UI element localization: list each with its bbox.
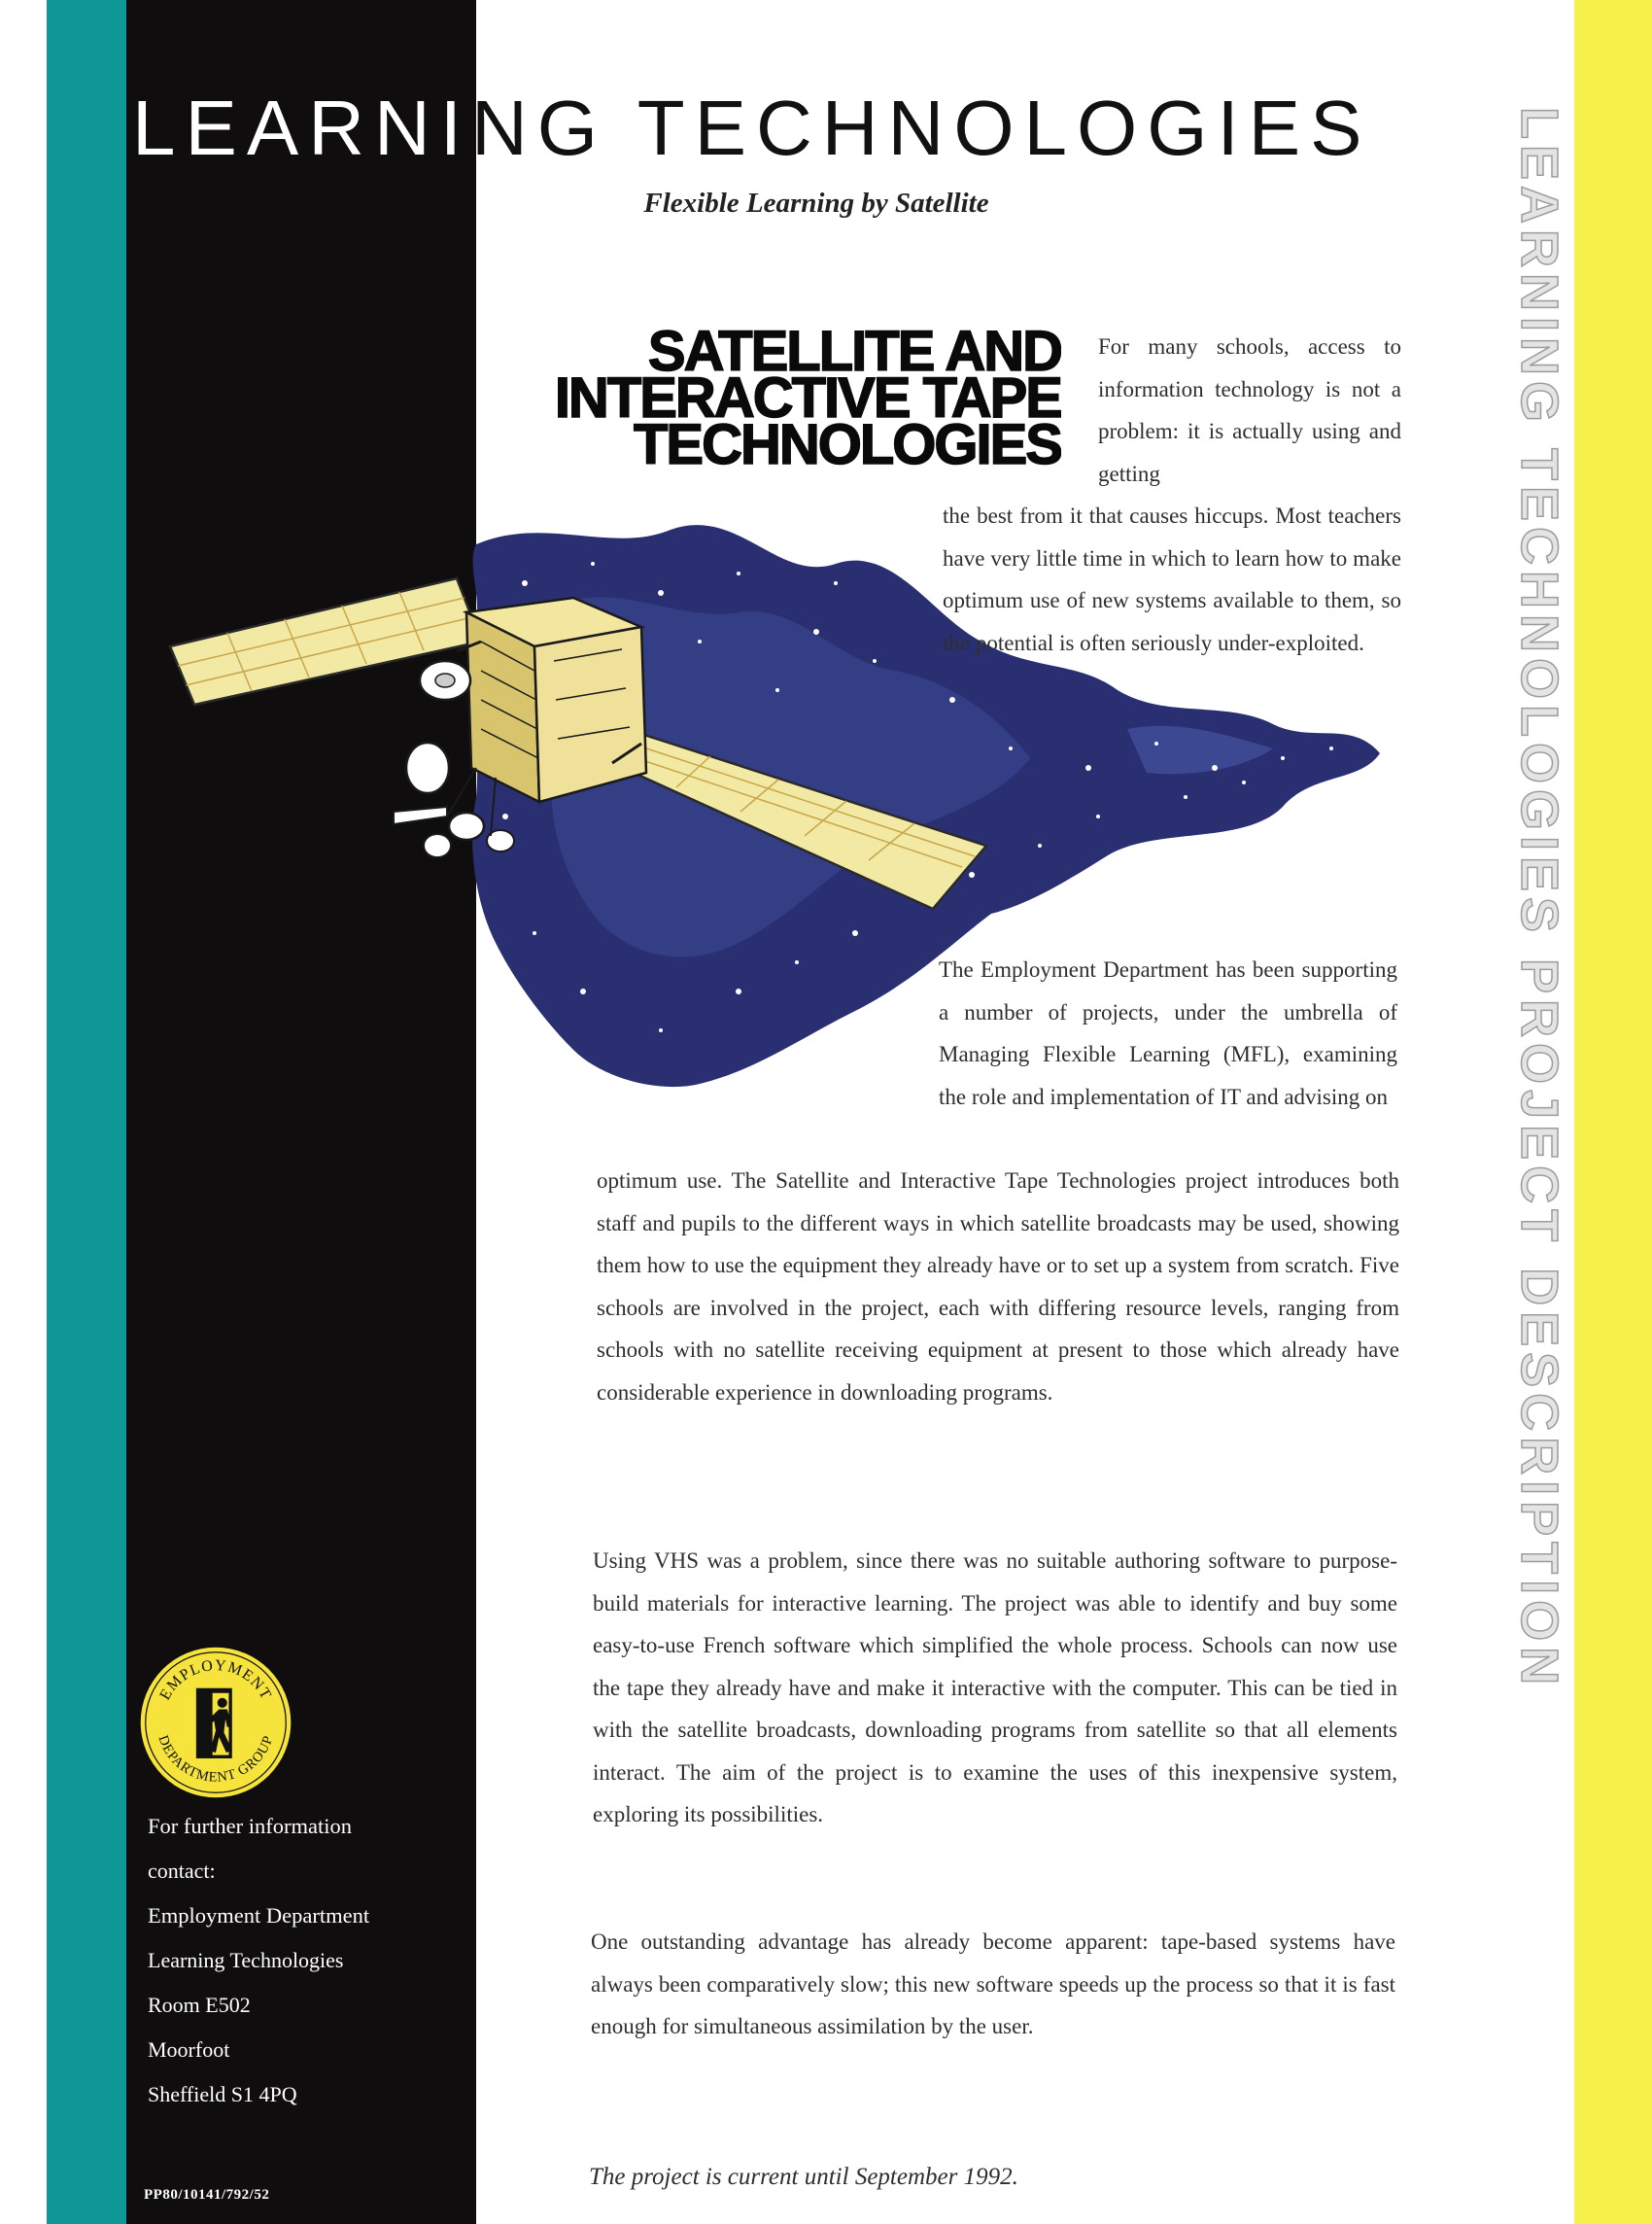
headline-line-1: SATELLITE AND: [647, 320, 1061, 383]
yellow-band: [1574, 0, 1652, 2224]
headline: [282, 320, 1061, 476]
contact-unit: Learning Technologies: [148, 1948, 344, 1972]
walking-figure-doorway-icon: [196, 1688, 232, 1758]
headline-line-3: TECHNOLOGIES: [633, 413, 1061, 476]
headline-line-2: INTERACTIVE TAPE: [554, 366, 1061, 430]
project-end-note: The project is current until September 1992.: [589, 2164, 1018, 2190]
reference-code: PP80/10141/792/52: [144, 2187, 270, 2203]
contact-block: [148, 1804, 468, 2117]
contact-city-postcode: Sheffield S1 4PQ: [148, 2082, 297, 2106]
logo-top-text: EMPLOYMENT: [156, 1656, 275, 1703]
contact-label: contact:: [148, 1859, 216, 1883]
intro-paragraph-part-2: the best from it that causes hiccups. Most teachers have very little time in which to learn how to make optimum use of new systems available to them, so the potential is often seriously under-exploited.: [943, 504, 1401, 655]
side-banner-text: LEARNING TECHNOLOGIES PROJECT DESCRIPTION: [1510, 107, 1568, 1691]
contact-building: Moorfoot: [148, 2037, 230, 2062]
contact-intro-line: For further information: [148, 1814, 352, 1838]
teal-band: [47, 0, 126, 2224]
page-title: LEARNING TECHNOLOGIES: [132, 85, 1372, 171]
mfl-paragraph-part-2: optimum use. The Satellite and Interactive Tape Technologies project introduces both staff and pupils to the different ways in which satellite broadcasts may be used, showing them how to use the equipment they already have or to set up a system from scratch. Five schools are involved in the project, each with differing resource levels, ranging from schools with no satellite receiving equipment at present to those which already have considerable experience in downloading programs.: [597, 1168, 1399, 1405]
vhs-paragraph: Using VHS was a problem, since there was no suitable authoring software to purpose-build materials for interactive learning. The project was able to identify and buy some easy-to-use French software which simplified the whole process. Schools can now use the tape they already have and make it interactive with the computer. This can be tied in with the satellite broadcasts, downloading programs from satellite so that all elements interact. The aim of the project is to examine the uses of this inexpensive system, exploring its possibilities.: [593, 1548, 1397, 1826]
mfl-paragraph-part-1: The Employment Department has been supporting a number of projects, under the umbrella of Managing Flexible Learning (MFL), examining the role and implementation of IT and advising on: [939, 957, 1397, 1109]
contact-room: Room E502: [148, 1993, 251, 2017]
employment-department-group-logo: [134, 1641, 297, 1804]
page-subtitle: Flexible Learning by Satellite: [643, 188, 989, 219]
intro-paragraph-part-1: For many schools, access to information technology is not a problem: it is actually using and getting: [1098, 334, 1401, 486]
contact-organisation: Employment Department: [148, 1903, 370, 1928]
logo-bottom-text: DEPARTMENT GROUP: [155, 1733, 277, 1786]
advantage-paragraph: One outstanding advantage has already become apparent: tape-based systems have always been comparatively slow; this new software speeds up the process so that it is fast enough for simultaneous assimilation by the user.: [591, 1929, 1395, 2038]
